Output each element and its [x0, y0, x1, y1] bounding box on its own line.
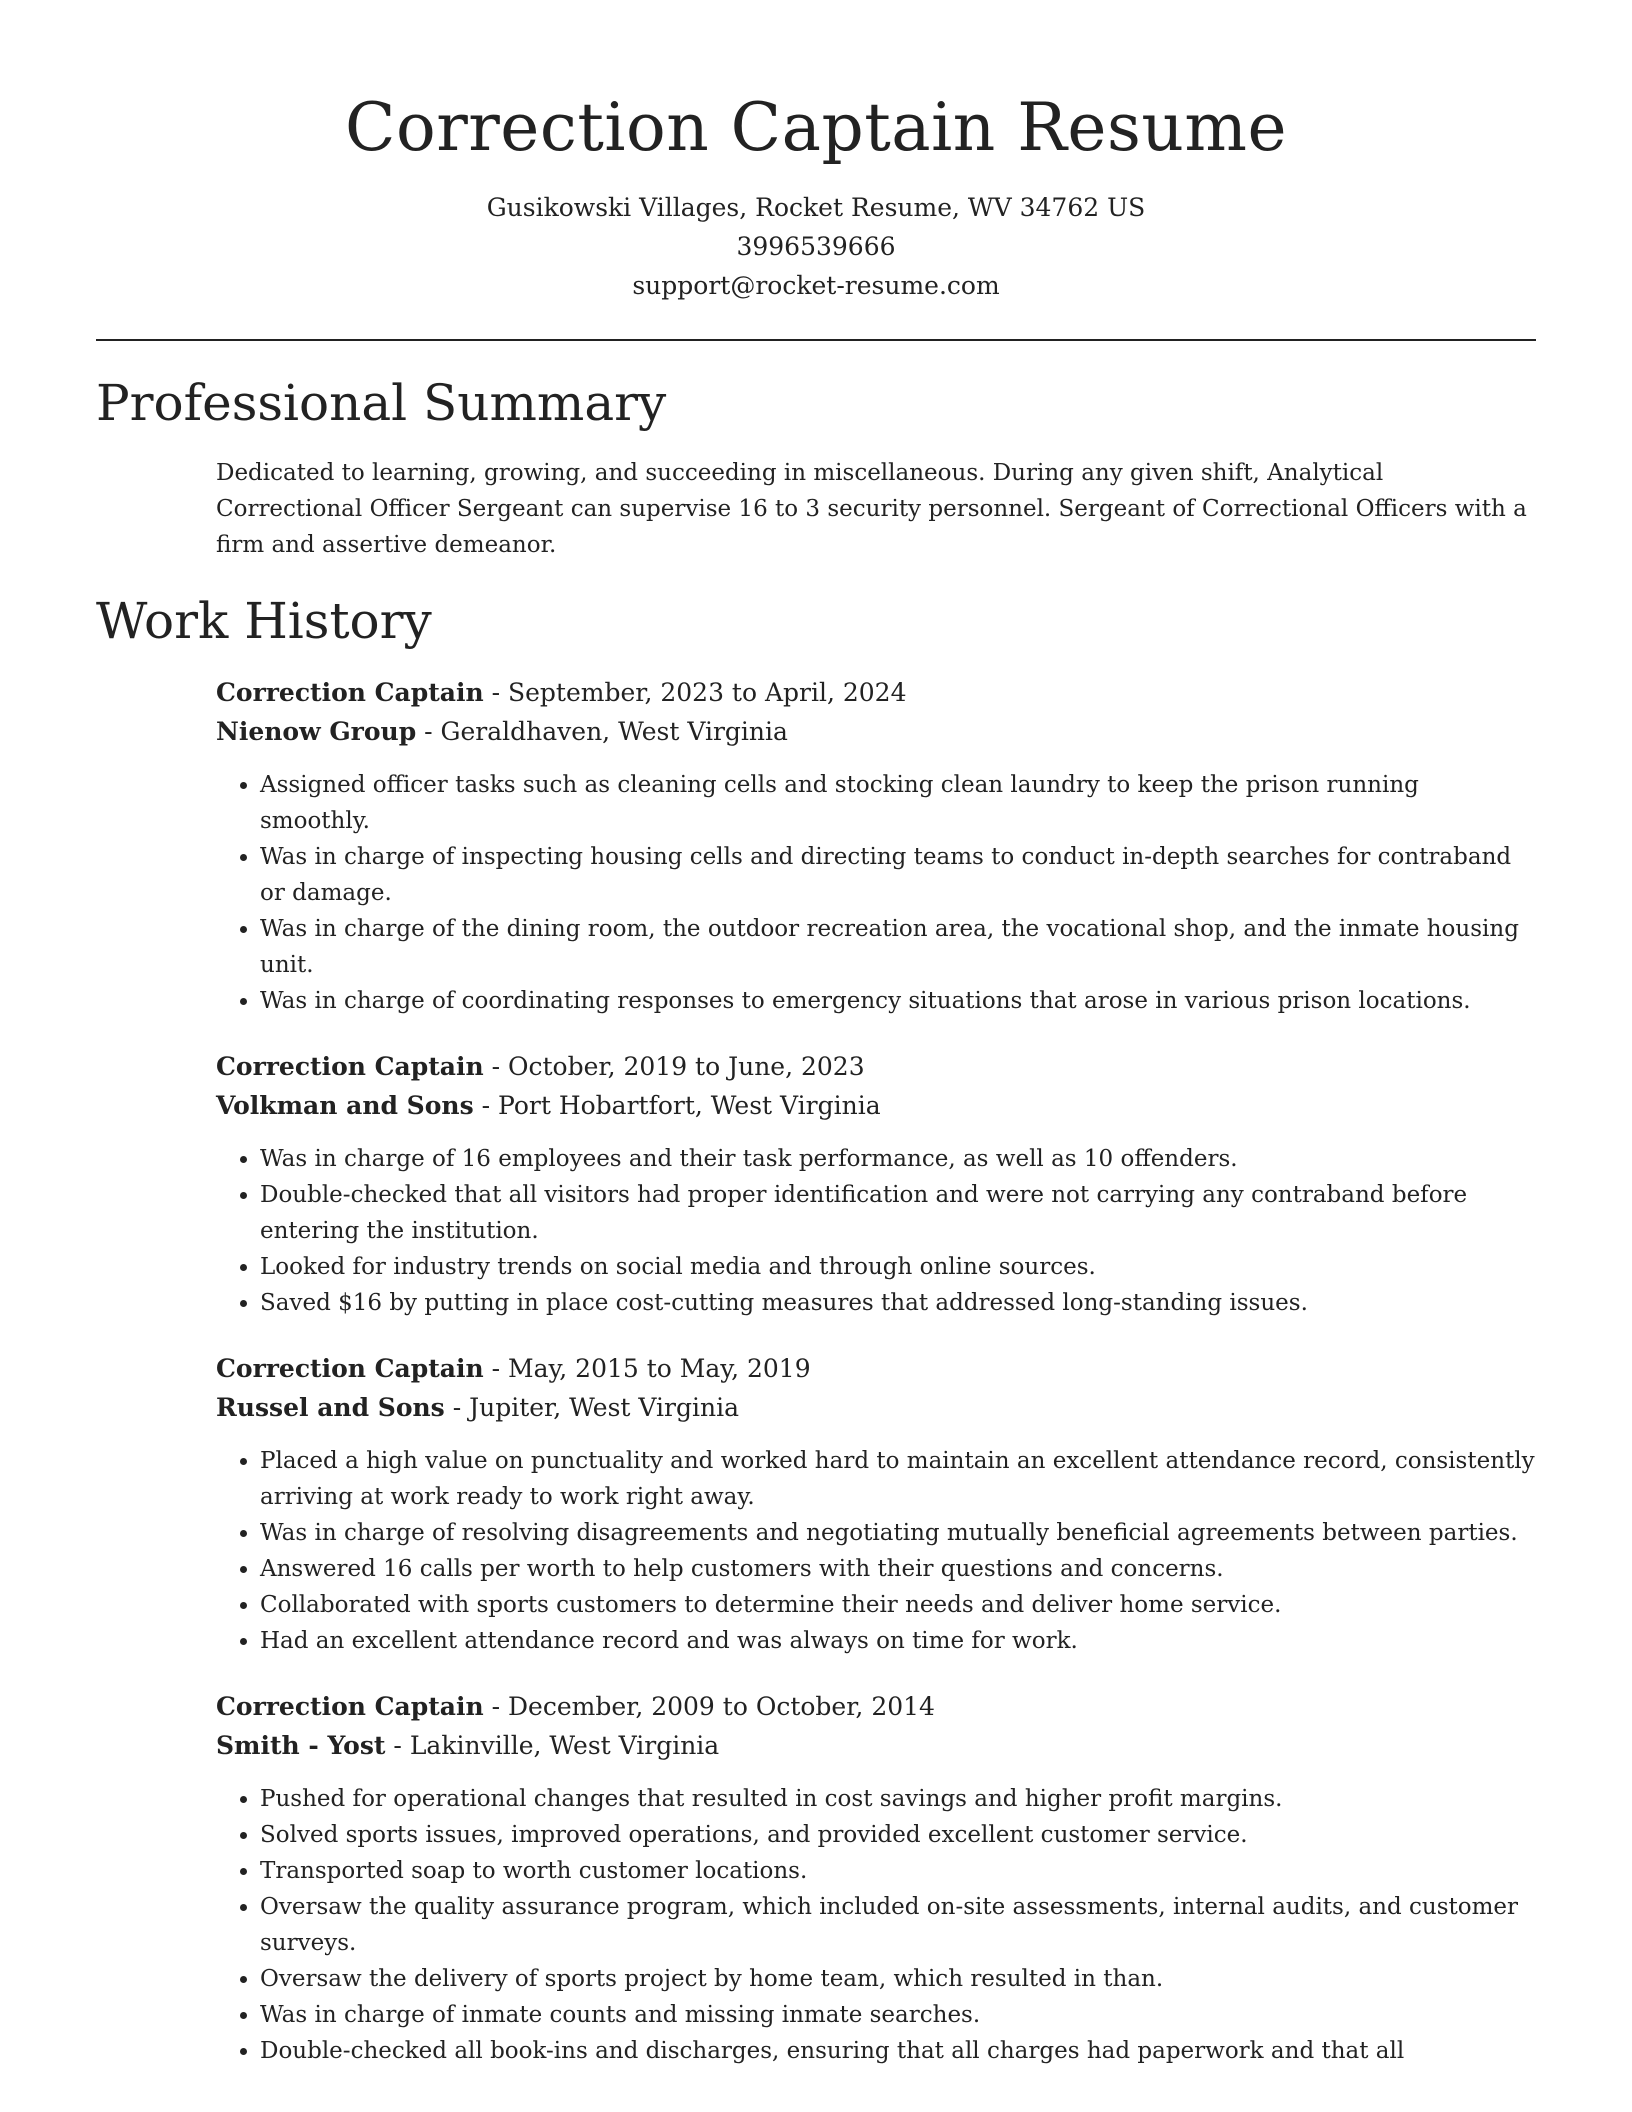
- duty-item: • Placed a high value on punctuality and worked hard to maintain an excellent attendance record, consistently arriving at work ready to work right away.: [260, 1443, 1536, 1515]
- job-company: Smith - Yost: [216, 1731, 386, 1760]
- duty-item: • Was in charge of 16 employees and their task performance, as well as 10 offenders.: [260, 1141, 1536, 1177]
- summary-text: Dedicated to learning, growing, and succeeding in miscellaneous. During any given shift, Analytical Correctional Officer Sergeant can supervise 16 to 3 security personnel. Sergeant of Correctional Officers with a firm and assertive demeanor.: [216, 460, 1527, 558]
- job-entry: [216, 673, 1536, 1019]
- duty-item: • Was in charge of the dining room, the outdoor recreation area, the vocational shop, and the inmate housing unit.: [260, 911, 1536, 983]
- job-company-line: [216, 1086, 1536, 1125]
- job-company-line: [216, 1388, 1536, 1427]
- job-role: Correction Captain: [216, 1354, 484, 1383]
- job-company: Russel and Sons: [216, 1393, 445, 1422]
- duty-list: [216, 1443, 1536, 1659]
- duty-item: • Pushed for operational changes that resulted in cost savings and higher profit margins.: [260, 1781, 1536, 1817]
- duty-item: • Was in charge of resolving disagreements and negotiating mutually beneficial agreements between parties.: [260, 1515, 1536, 1551]
- job-title-line: [216, 673, 1536, 712]
- job-dates: - September, 2023 to April, 2024: [483, 678, 907, 707]
- contact-phone: 3996539666: [736, 232, 896, 261]
- duty-item: • Transported soap to worth customer locations.: [260, 1853, 1536, 1889]
- job-entry: [216, 1047, 1536, 1321]
- duty-item: • Assigned officer tasks such as cleaning cells and stocking clean laundry to keep the prison running smoothly.: [260, 767, 1536, 839]
- job-role: Correction Captain: [216, 678, 484, 707]
- job-title-line: [216, 1687, 1536, 1726]
- job-company-line: [216, 712, 1536, 751]
- resume-page: [96, 0, 1536, 2069]
- duty-item: • Looked for industry trends on social media and through online sources.: [260, 1249, 1536, 1285]
- job-location: - Lakinville, West Virginia: [385, 1731, 720, 1760]
- header-divider: [96, 339, 1536, 341]
- job-dates: - December, 2009 to October, 2014: [483, 1692, 935, 1721]
- duty-list: [216, 1141, 1536, 1321]
- duty-item: • Was in charge of inmate counts and missing inmate searches.: [260, 1997, 1536, 2033]
- work-history-heading: Work History: [96, 592, 432, 650]
- job-entry: [216, 1349, 1536, 1659]
- duty-item: • Double-checked that all visitors had proper identification and were not carrying any contraband before entering the institution.: [260, 1177, 1536, 1249]
- duty-item: • Had an excellent attendance record and was always on time for work.: [260, 1623, 1536, 1659]
- duty-item: • Oversaw the delivery of sports project by home team, which resulted in than.: [260, 1961, 1536, 1997]
- duty-list: [216, 767, 1536, 1019]
- job-role: Correction Captain: [216, 1692, 484, 1721]
- job-company-line: [216, 1726, 1536, 1765]
- duty-item: • Double-checked all book-ins and discharges, ensuring that all charges had paperwork and that all: [260, 2033, 1536, 2069]
- job-title-line: [216, 1047, 1536, 1086]
- duty-item: • Was in charge of inspecting housing cells and directing teams to conduct in-depth searches for contraband or damage.: [260, 839, 1536, 911]
- job-company: Volkman and Sons: [216, 1091, 474, 1120]
- job-role: Correction Captain: [216, 1052, 484, 1081]
- job-entry: [216, 1687, 1536, 2069]
- resume-title: Correction Captain Resume: [344, 89, 1288, 166]
- duty-item: • Answered 16 calls per worth to help customers with their questions and concerns.: [260, 1551, 1536, 1587]
- contact-info: [96, 188, 1536, 305]
- duty-item: • Oversaw the quality assurance program, which included on-site assessments, internal audits, and customer surveys.: [260, 1889, 1536, 1961]
- summary-heading: Professional Summary: [96, 374, 667, 432]
- contact-address: Gusikowski Villages, Rocket Resume, WV 34762 US: [486, 193, 1146, 222]
- job-dates: - May, 2015 to May, 2019: [483, 1354, 811, 1383]
- duty-item: • Collaborated with sports customers to determine their needs and deliver home service.: [260, 1587, 1536, 1623]
- job-location: - Geraldhaven, West Virginia: [416, 717, 788, 746]
- job-dates: - October, 2019 to June, 2023: [483, 1052, 865, 1081]
- job-location: - Port Hobartfort, West Virginia: [473, 1091, 881, 1120]
- job-title-line: [216, 1349, 1536, 1388]
- contact-email: support@rocket-resume.com: [632, 271, 1000, 300]
- duty-item: • Saved $16 by putting in place cost-cutting measures that addressed long-standing issues.: [260, 1285, 1536, 1321]
- duty-item: • Solved sports issues, improved operations, and provided excellent customer service.: [260, 1817, 1536, 1853]
- duty-list: [216, 1781, 1536, 2069]
- job-location: - Jupiter, West Virginia: [444, 1393, 739, 1422]
- job-company: Nienow Group: [216, 717, 417, 746]
- duty-item: • Was in charge of coordinating responses to emergency situations that arose in various prison locations.: [260, 983, 1536, 1019]
- resume-header: [96, 0, 1536, 305]
